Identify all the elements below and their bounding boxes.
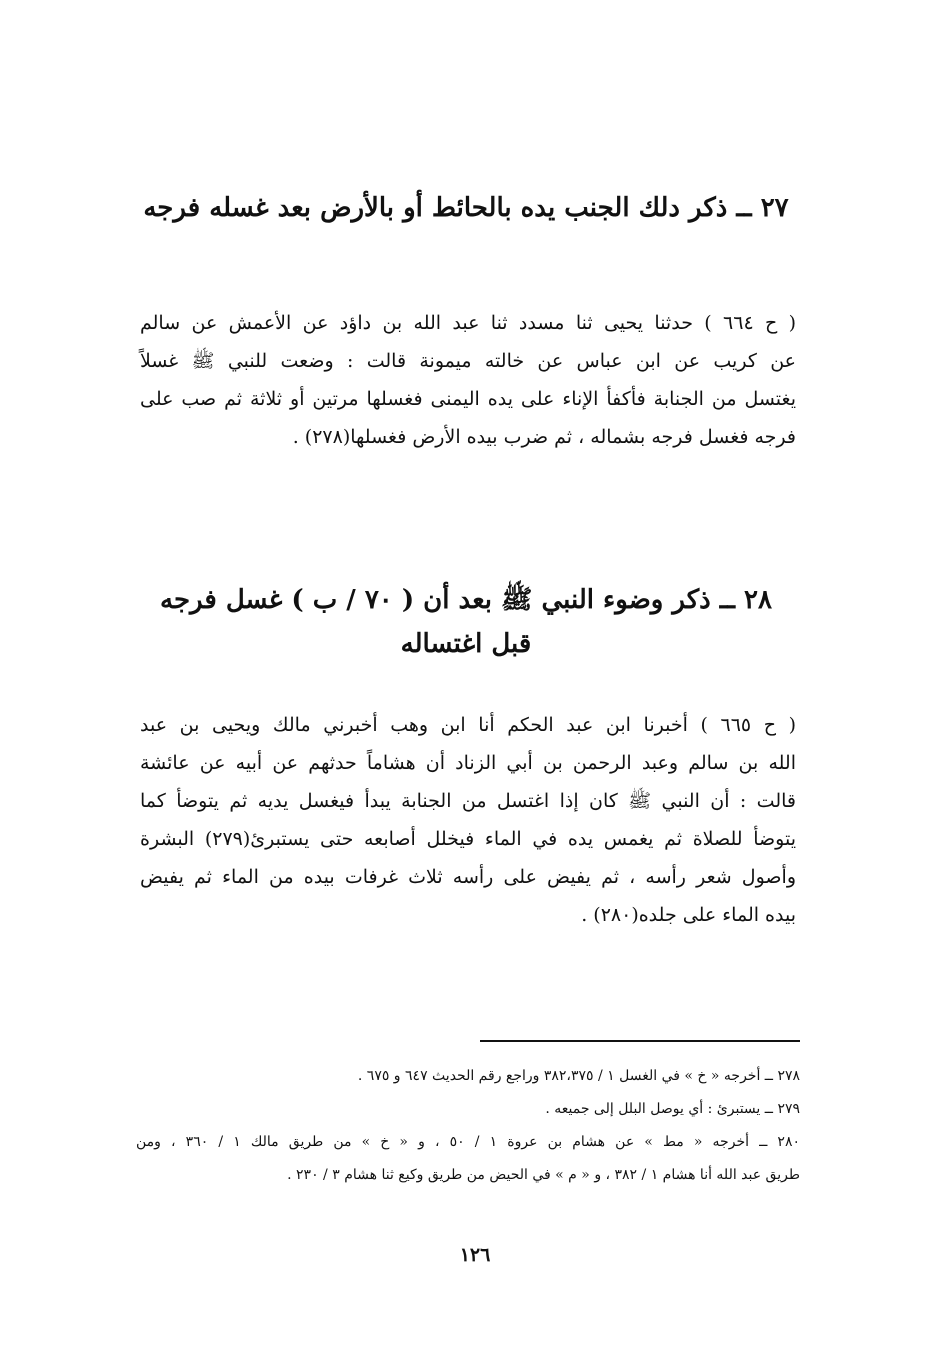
paragraph-line: يتوضأ للصلاة ثم يغمس يده في الماء فيخلل أصابعه حتى يستبرئ(٢٧٩) البشرة [140,828,796,850]
paragraph-line: وأصول شعر رأسه ، ثم يفيض على رأسه ثلاث غرفات بيده من الماء ثم يفيض [140,866,796,888]
footnote-line: ٢٧٨ ــ أخرجه « خ » في الغسل ١ / ٣٨٢،٣٧٥ وراجع رقم الحديث ٦٤٧ و ٦٧٥ . [357,1068,800,1084]
section-27-heading [136,186,796,230]
footnote-line: ٢٧٩ ــ يستبرئ : أي يوصل البلل إلى جميعه . [545,1101,800,1117]
page-number: ١٢٦ [459,1244,491,1266]
paragraph-line: يغتسل من الجنابة فأكفأ الإناء على يده اليمنى فغسلها مرتين أو ثلاثة ثم صب على [140,388,796,410]
paragraph-line: فرجه فغسل فرجه بشماله ، ثم ضرب بيده الأرض فغسلها(٢٧٨) . [292,426,796,448]
section-28-title-line: ٢٨ ــ ذكر وضوء النبي ﷺ بعد أن ( ٧٠ / ب ) غسل فرجه [160,585,772,615]
section-28-heading [136,578,796,666]
footnote-line: ٢٨٠ ــ أخرجه « مط » عن هشام بن عروة ١ / ٥٠ ، و « خ » من طريق مالك ١ / ٣٦٠ ، ومن [136,1134,800,1150]
paragraph-line: بيده الماء على جلده(٢٨٠) . [581,904,796,926]
paragraph-line: عن كريب عن ابن عباس عن خالته ميمونة قالت : وضعت للنبي ﷺ غسلاً [140,350,796,372]
footnote-divider [480,1040,800,1042]
section-27-title: ٢٧ ــ ذكر دلك الجنب يده بالحائط أو بالأرض بعد غسله فرجه [143,193,789,223]
paragraph-line: الله بن سالم وعبد الرحمن بن أبي الزناد أن هشاماً حدثهم عن أبيه عن عائشة [140,752,797,774]
paragraph-line: ( ح ٦٦٤ ) حدثنا يحيى ثنا مسدد ثنا عبد الله بن داؤد عن الأعمش عن سالم [140,312,796,334]
footnotes [136,1060,800,1192]
footnote-line: طريق عبد الله أنا هشام ١ / ٣٨٢ ، و « م » في الحيض من طريق وكيع ثنا هشام ٣ / ٢٣٠ . [287,1167,800,1183]
section-28-title-line: قبل اغتساله [400,629,532,659]
hadith-665-paragraph [140,706,796,934]
paragraph-line: قالت : أن النبي ﷺ كان إذا اغتسل من الجنابة يبدأ فيغسل يديه ثم يتوضأ كما [140,790,796,812]
hadith-664-paragraph [140,304,796,456]
paragraph-line: ( ح ٦٦٥ ) أخبرنا ابن عبد الحكم أنا ابن وهب أخبرني مالك ويحيى بن عبد [140,714,796,736]
